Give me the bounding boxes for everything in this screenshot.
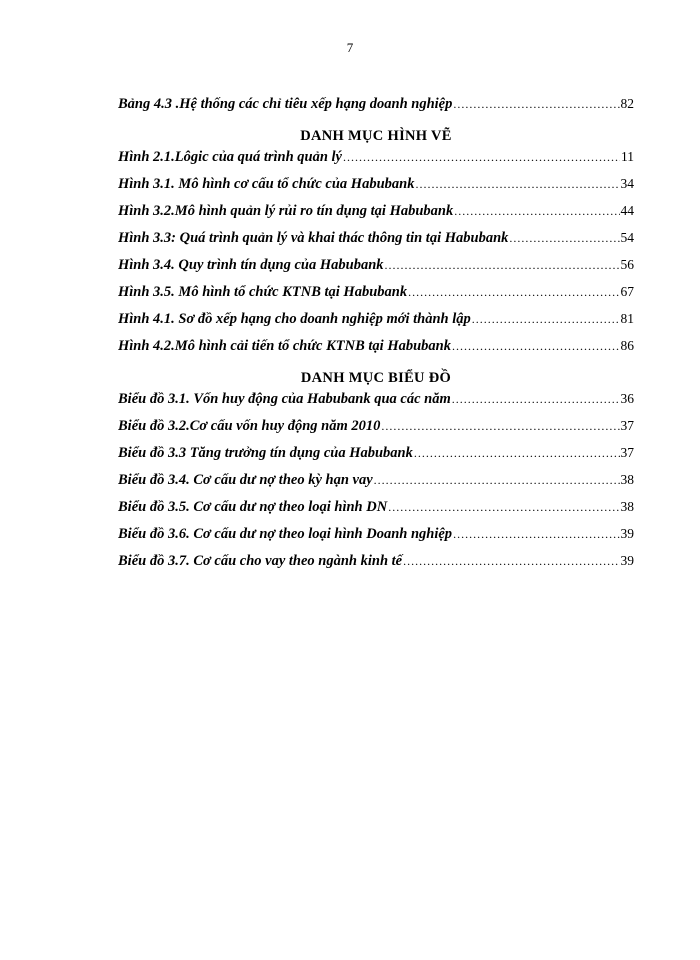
toc-leader-dots (454, 204, 619, 219)
toc-entry-title: Hình 3.1. Mô hình cơ cấu tổ chức của Habubank (118, 176, 415, 192)
toc-entry-figure[interactable] (118, 176, 634, 203)
toc-entry-figure[interactable] (118, 149, 634, 176)
toc-entry-title: Hình 3.4. Quy trình tín dụng của Habubank (118, 257, 384, 273)
toc-entry-title: Hình 4.1. Sơ đồ xếp hạng cho doanh nghiệp mới thành lập (118, 311, 471, 327)
toc-entry-title: Biểu đồ 3.3 Tăng trưởng tín dụng của Habubank (118, 445, 413, 461)
toc-entry-page: 44 (620, 203, 634, 218)
toc-entry-page: 38 (620, 499, 634, 514)
toc-leader-dots (453, 97, 619, 112)
toc-leader-dots (374, 473, 620, 488)
toc-leader-dots (452, 392, 620, 407)
table-of-contents (118, 96, 634, 580)
toc-entry-chart[interactable] (118, 472, 634, 499)
toc-entry-figure[interactable] (118, 230, 634, 257)
toc-entry-title: Biểu đồ 3.5. Cơ cấu dư nợ theo loại hình DN (118, 499, 388, 515)
toc-leader-dots (452, 339, 620, 354)
toc-entry-page: 38 (620, 472, 634, 487)
toc-entry-figure[interactable] (118, 257, 634, 284)
toc-entry-title: Bảng 4.3 .Hệ thống các chỉ tiêu xếp hạng doanh nghiệp (118, 96, 453, 112)
toc-entry-chart[interactable] (118, 499, 634, 526)
toc-entry-figure[interactable] (118, 203, 634, 230)
toc-leader-dots (453, 527, 619, 542)
toc-entry-page: 86 (620, 338, 634, 353)
toc-entry-title: Hình 2.1.Lôgic của quá trình quản lý (118, 149, 342, 165)
toc-entry-title: Hình 4.2.Mô hình cải tiến tổ chức KTNB tại Habubank (118, 338, 451, 354)
toc-entry-page: 67 (620, 284, 634, 299)
toc-leader-dots (414, 446, 620, 461)
toc-entry-title: Biểu đồ 3.2.Cơ cấu vốn huy động năm 2010 (118, 418, 381, 434)
toc-entry-figure[interactable] (118, 284, 634, 311)
toc-entry-page: 56 (620, 257, 634, 272)
toc-leader-dots (388, 500, 619, 515)
toc-entry-page: 82 (620, 96, 634, 111)
toc-entry-chart[interactable] (118, 553, 634, 580)
toc-entry-title: Hình 3.5. Mô hình tổ chức KTNB tại Habubank (118, 284, 408, 300)
toc-entry-title: Biểu đồ 3.1. Vốn huy động của Habubank qua các năm (118, 391, 451, 407)
charts-heading: DANH MỤC BIỂU ĐỒ (300, 370, 452, 386)
toc-leader-dots (472, 312, 620, 327)
toc-leader-dots (343, 150, 620, 165)
figures-heading: DANH MỤC HÌNH VẼ (300, 128, 452, 144)
toc-entry-page: 37 (620, 445, 634, 460)
toc-entry-chart[interactable] (118, 445, 634, 472)
charts-list (118, 391, 634, 580)
toc-entry-page: 36 (620, 391, 634, 406)
toc-leader-dots (509, 231, 619, 246)
toc-entry-chart[interactable] (118, 526, 634, 553)
toc-entry-chart[interactable] (118, 391, 634, 418)
toc-entry-title: Hình 3.2.Mô hình quản lý rủi ro tín dụng tại Habubank (118, 203, 454, 219)
toc-entry-figure[interactable] (118, 311, 634, 338)
toc-entry-page: 34 (620, 176, 634, 191)
toc-leader-dots (381, 419, 619, 434)
toc-entry-title: Biểu đồ 3.4. Cơ cấu dư nợ theo kỳ hạn vay (118, 472, 373, 488)
toc-entry-page: 81 (620, 311, 634, 326)
toc-entry-page: 39 (620, 553, 634, 568)
toc-leader-dots (385, 258, 620, 273)
toc-entry-title: Biểu đồ 3.6. Cơ cấu dư nợ theo loại hình Doanh nghiệp (118, 526, 453, 542)
toc-entry-title: Hình 3.3: Quá trình quản lý và khai thác thông tin tại Habubank (118, 230, 509, 246)
toc-leader-dots (408, 285, 619, 300)
toc-entry-page: 37 (620, 418, 634, 433)
toc-entry-title: Biểu đồ 3.7. Cơ cấu cho vay theo ngành kinh tế (118, 553, 403, 569)
figures-list (118, 149, 634, 365)
toc-leader-dots (403, 554, 619, 569)
toc-entry-page: 54 (620, 230, 634, 245)
toc-entry-page: 39 (620, 526, 634, 541)
toc-entry-page: 11 (621, 149, 634, 164)
page-number: 7 (346, 40, 354, 55)
toc-entry-figure[interactable] (118, 338, 634, 365)
toc-leader-dots (415, 177, 619, 192)
toc-entry-table[interactable] (118, 96, 634, 123)
toc-entry-chart[interactable] (118, 418, 634, 445)
